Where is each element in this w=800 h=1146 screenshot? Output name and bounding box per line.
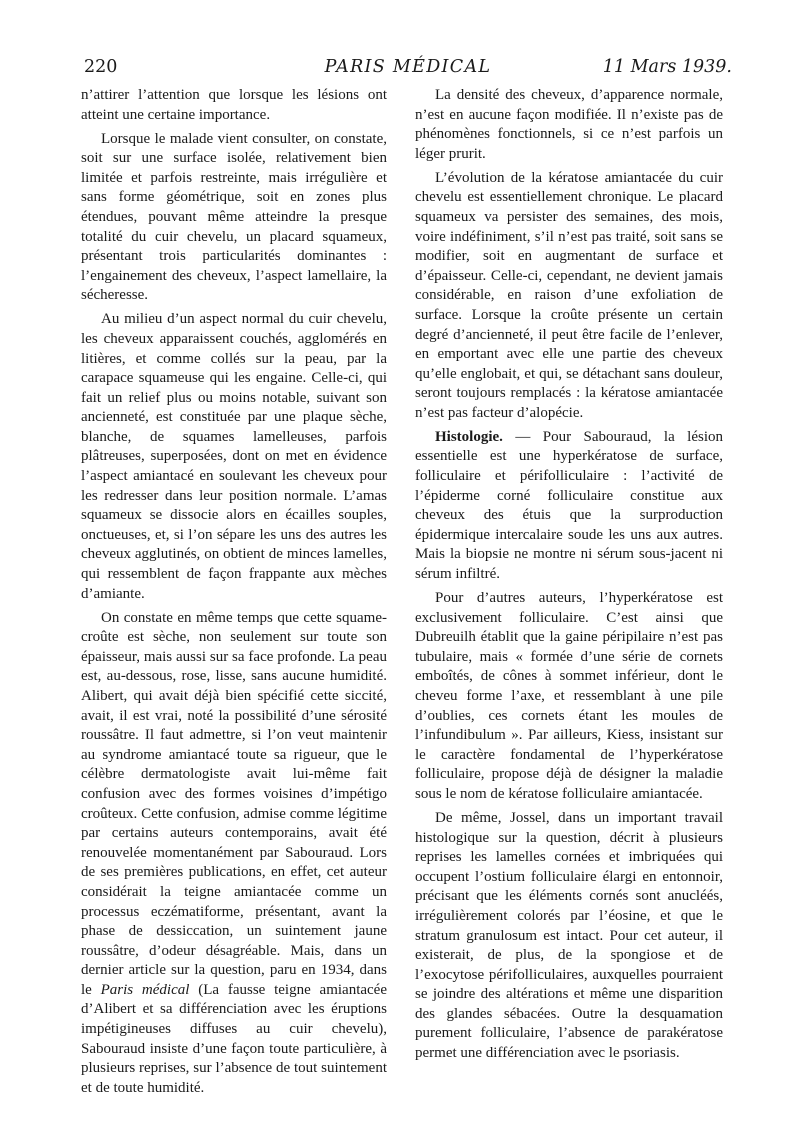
left-column — [81, 86, 387, 1098]
issue-date: 11 Mars 1939. — [602, 57, 732, 77]
paragraph — [415, 428, 723, 585]
paragraph: De même, Jossel, dans un important travail histologique sur la question, décrit à plusieurs reprises les lamelles cornées et imbriquées qui occupent l’ostium folliculaire élargi en entonnoir, précisant que les éléments cornés sont anucléés, irrégulièrement colorés par l’éosine, et que le stratum granulosum est intact. Pour cet auteur, il existerait, de plus, de la spongiose et de l’exocytose périfolliculaires, auxquelles pourraient se joindre des altérations et même une disparition des glandes sébacées. Outre la desquamation purement folliculaire, l’absence de parakératose permet une différenciation avec le psoriasis. — [415, 809, 723, 1062]
running-title: PARIS MÉDICAL — [324, 57, 492, 77]
paragraph — [81, 609, 387, 1099]
paragraph: La densité des cheveux, d’apparence normale, n’est en aucune façon modifiée. Il n’existe pas de phénomènes fonctionnels, si ce n’est parfois un léger prurit. — [415, 87, 723, 162]
paragraph: Lorsque le malade vient consulter, on constate, soit sur une surface isolée, relativement bien limitée et parfois restreinte, mais irrégulière et sans forme géométrique, soit en zones plus étendues, pouvant même atteindre la presque totalité du cuir chevelu, un placard squameux, présentant trois particularités dominantes : l’engainement des cheveux, l’aspect lamellaire, la sécheresse. — [81, 130, 387, 304]
paragraph-text: — Pour Sabouraud, la lésion essentielle est une hyperkératose de surface, folliculaire et périfolliculaire : l’activité de l’épiderme corné folliculaire constitue aux cheveux des étuis que la surproduction épidermique intercalaire soude les uns aux autres. Mais la biopsie ne montre ni sérum sous-jacent ni sérum infiltré. — [415, 428, 723, 583]
paragraph: L’évolution de la kératose amiantacée du cuir chevelu est essentiellement chronique. Le placard squameux va persister des semaines, des mois, voire indéfiniment, s’il n’est pas traité, soit sans se modifier, soit en augmentant de surface et d’épaisseur. Celle-ci, cependant, ne devient jamais considérable, en raison d’une exfoliation de surface. Lorsque la croûte présente un certain degré d’ancienneté, il peut être facile de l’enlever, en emportant avec elle une partie des cheveux qu’elle englobait, et qui, se détachant sans douleur, seront toujours remplacés : la kératose amiantacée n’est pas facteur d’alopécie. — [415, 169, 723, 421]
paragraph: n’attirer l’attention que lorsque les lésions ont atteint une certaine importance. — [81, 87, 387, 123]
paragraph-text: (La fausse teigne amiantacée d’Alibert et sa différenciation avec les éruptions impétigineuses diffuses au cuir chevelu), Sabouraud insiste d’une façon toute particulière, à plusieurs reprises, sur l’absence de tout suintement et de toute humidité. — [81, 981, 387, 1096]
journal-title-italic: Paris médical — [100, 981, 190, 998]
right-column — [415, 86, 723, 1064]
paragraph: Pour d’autres auteurs, l’hyperkératose est exclusivement folliculaire. C’est ainsi que Dubreuilh établit que la gaine péripilaire n’est pas tubulaire, mais « formée d’une série de cornets emboîtés, de cônes à sommet inférieur, dont le cheveu forme l’axe, et ressemblant à une pile d’oublies, ces cornets étant les moules de l’infundibulum ». Par ailleurs, Kiess, insistant sur le caractère fondamental de l’hyperkératose folliculaire, propose déjà de désigner la maladie sous le nom de kératose folliculaire amiantacée. — [415, 590, 723, 802]
paragraph: Au milieu d’un aspect normal du cuir chevelu, les cheveux apparaissent couchés, agglomérés en litières, et comme collés sur la peau, par la carapace squameuse qui les engaine. Celle-ci, qui fait un relief plus ou moins notable, suivant son ancienneté, est constituée par une plaque sèche, blanche, de squames lamelleuses, parfois plâtreuses, superposées, dont on met en évidence l’aspect amiantacé en soulevant les cheveux pour les redresser dans leur position normale. L’amas squameux se dissocie alors en écailles souples, onctueuses, et, si l’on sépare les uns des autres les cheveux agglutinés, on obtient de minces lamelles, qui ressemblent de façon frappante aux mèches d’amiante. — [81, 311, 387, 602]
page-header — [84, 56, 732, 82]
page-number: 220 — [84, 57, 118, 77]
section-heading: Histologie. — [435, 428, 503, 445]
paragraph-text: On constate en même temps que cette squame-croûte est sèche, non seulement sur toute son épaisseur, mais aussi sur sa face profonde. La peau est, au-dessous, rose, lisse, sans aucune humidité. Alibert, qui avait déjà bien spécifié cette siccité, avait, il est vrai, noté la possibilité d’une sérosité roussâtre. Il faut admettre, si l’on veut maintenir au syndrome amiantacé toute sa rigueur, que le célèbre dermatologiste avait lui-même fait confusion avec des formes voisines d’impétigo croûteux. Cette confusion, admise comme légitime par certains auteurs contemporains, avait été renouvelée momentanément par Sabouraud. Lors de ses premières publications, en effet, cet auteur considérait la teigne amiantacée comme un processus eczématiforme, présentant, avant la phase de dessiccation, un suintement jaune roussâtre, d’odeur désagréable. Mais, dans un dernier article sur la question, paru en 1934, dans le — [81, 609, 387, 998]
